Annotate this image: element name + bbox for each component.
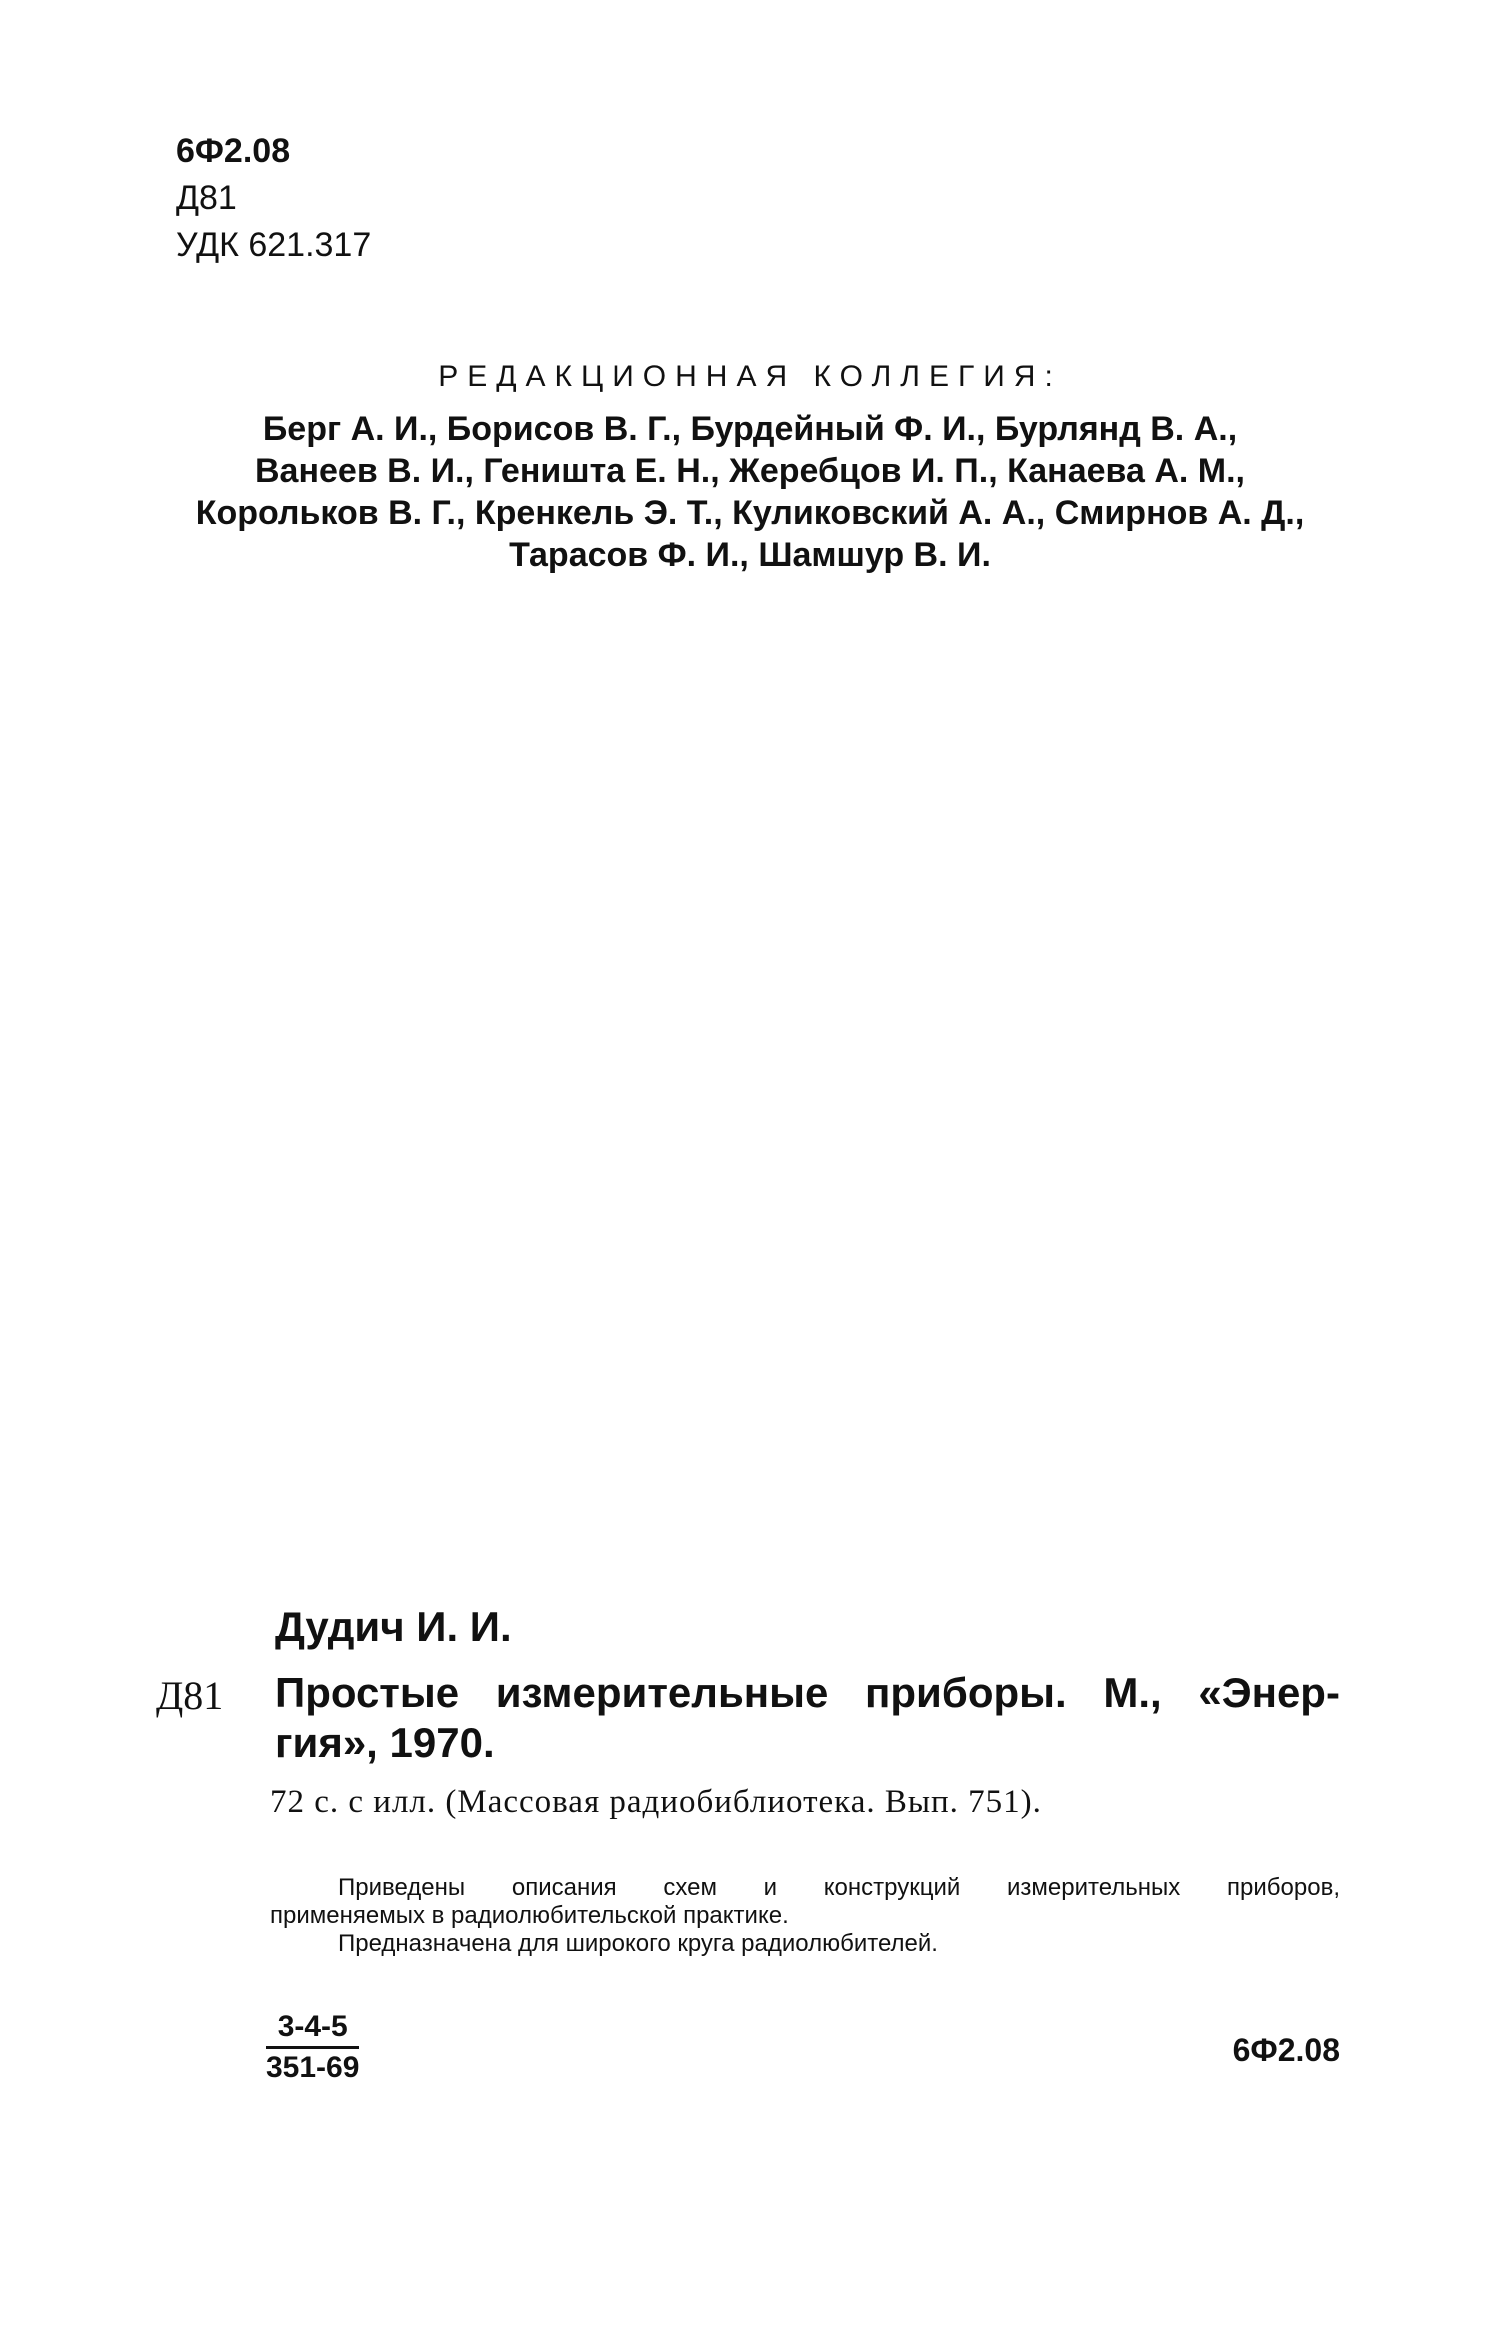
title-line-2: гия», 1970.: [275, 1719, 495, 1766]
index-denominator: 351-69: [266, 2051, 360, 2084]
title-word: М.,: [1103, 1669, 1162, 1716]
bbk-code-bottom: 6Ф2.08: [1232, 2032, 1340, 2068]
board-line: Ванеев В. И., Геништа Е. Н., Жеребцов И. П., Канаева А. М.,: [255, 452, 1245, 490]
annotation-line: Приведены описания схем и конструкций измерительных приборов,: [338, 1874, 1340, 1901]
title-word: «Энер-: [1198, 1669, 1340, 1716]
board-line: Корольков В. Г., Кренкель Э. Т., Куликовский А. А., Смирнов А. Д.,: [195, 494, 1305, 532]
editorial-board-heading: РЕДАКЦИОННАЯ КОЛЛЕГИЯ:: [438, 360, 1062, 393]
catalog-card-code: Д81: [156, 1673, 224, 1718]
index-numerator: 3-4-5: [266, 2010, 359, 2049]
imprint-details: 72 с. с илл. (Массовая радиобиблиотека. Вып. 751).: [270, 1784, 1042, 1820]
book-title: [275, 1668, 1340, 1768]
title-word: приборы.: [865, 1669, 1067, 1716]
bbk-code: 6Ф2.08: [176, 132, 291, 170]
author-name: Дудич И. И.: [275, 1603, 512, 1650]
card-code: Д81: [176, 179, 237, 217]
annotation-line: Предназначена для широкого круга радиолюбителей.: [338, 1930, 938, 1957]
classification-codes: [176, 128, 371, 269]
title-line-1: [275, 1668, 1340, 1718]
board-line: Берг А. И., Борисов В. Г., Бурдейный Ф. И., Бурлянд В. А.,: [262, 410, 1238, 448]
title-word: Простые: [275, 1669, 460, 1716]
annotation-line: применяемых в радиолюбительской практике.: [270, 1902, 789, 1929]
udk-code: УДК 621.317: [176, 226, 372, 264]
title-word: измерительные: [495, 1669, 829, 1716]
annotation: [270, 1874, 1340, 1958]
publication-index: [266, 2010, 359, 2085]
board-line: Тарасов Ф. И., Шамшур В. И.: [509, 536, 991, 574]
editorial-board-members: [150, 408, 1350, 576]
